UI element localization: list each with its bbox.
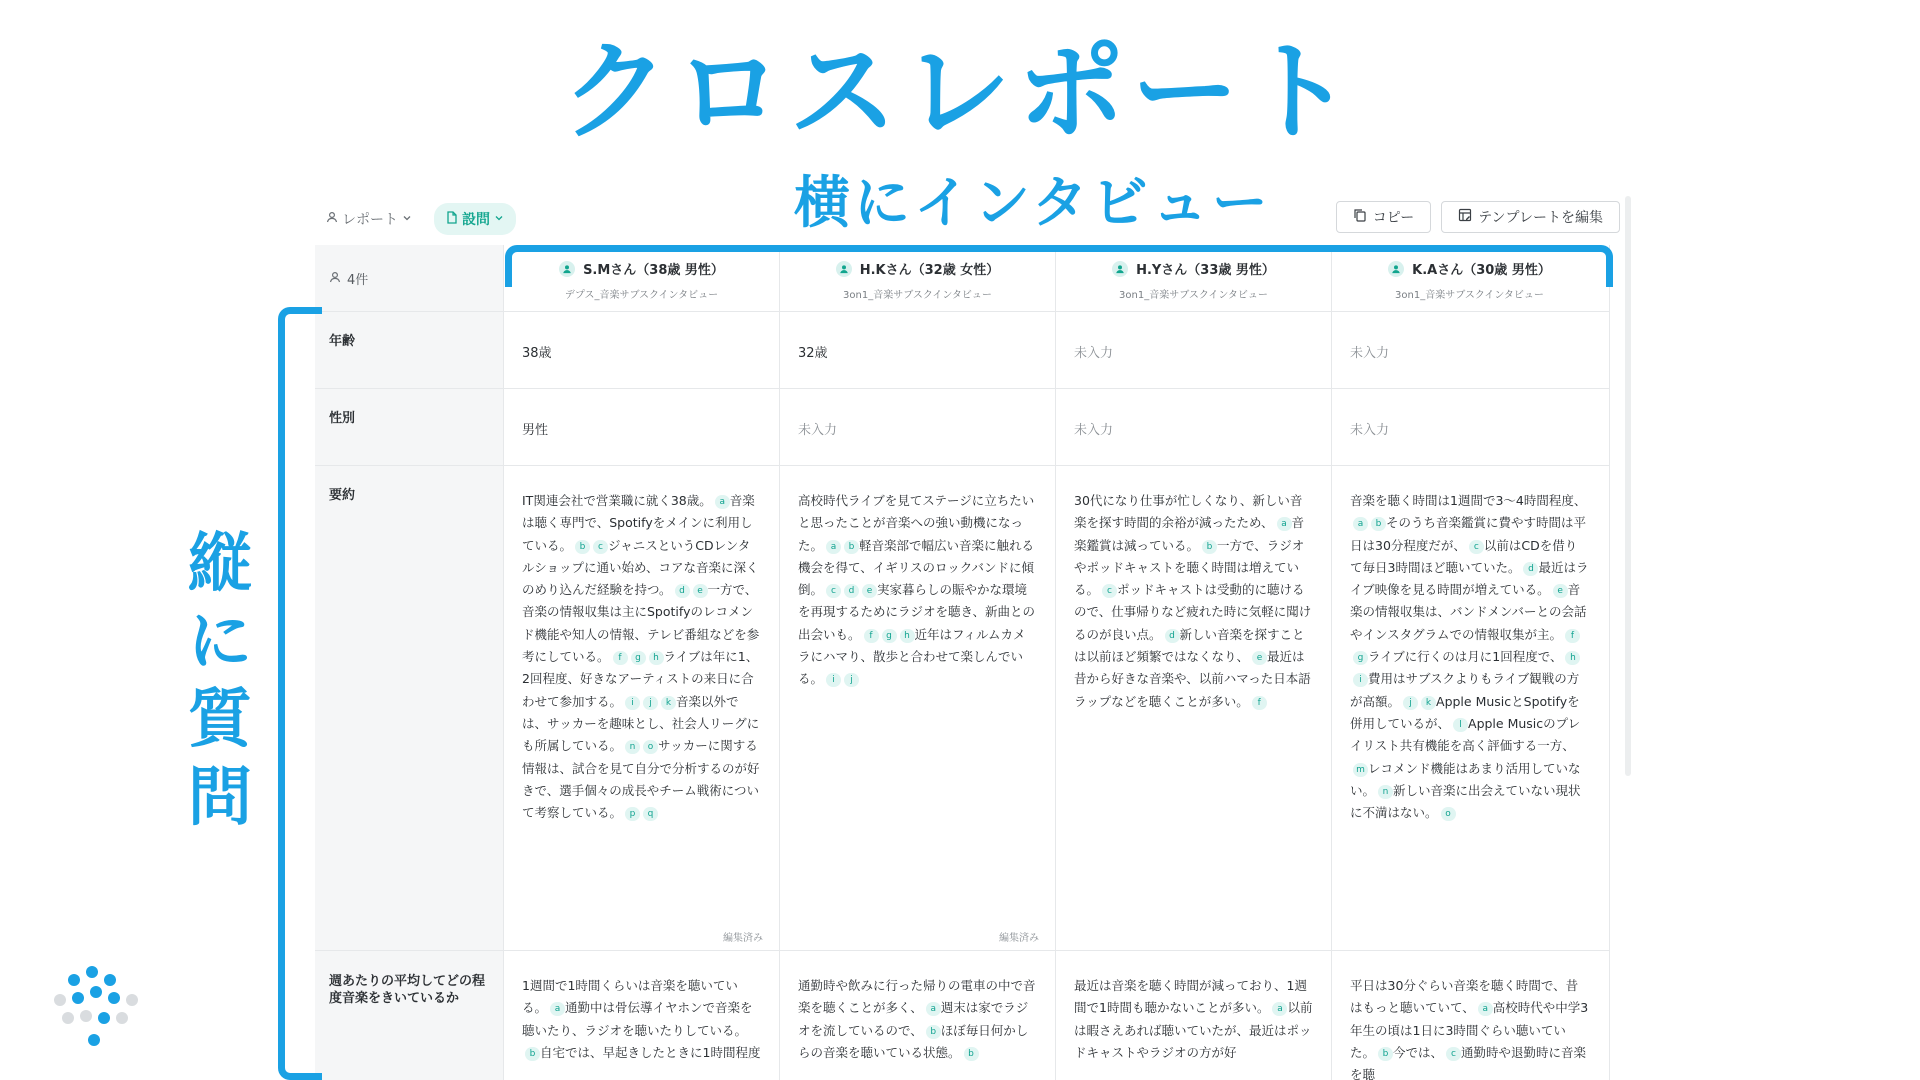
horizontal-bracket [505,245,1613,287]
citation-tag[interactable]: b [1202,540,1217,554]
citation-tag[interactable]: k [661,696,676,710]
copy-icon [1353,208,1367,226]
interviewee-name: H.Yさん（33歳 男性） [1136,263,1275,278]
answer-cell[interactable]: 未入力 [1331,389,1607,465]
citation-tag[interactable]: b [575,540,590,554]
citation-tag[interactable]: a [926,1002,941,1016]
citation-tag[interactable]: f [613,651,628,665]
row-label: 要約 [315,466,503,950]
citation-tag[interactable]: d [844,584,859,598]
citation-tag[interactable]: f [1252,696,1267,710]
interviewee-name: K.Aさん（30歳 男性） [1412,263,1551,278]
citation-tag[interactable]: b [844,540,859,554]
citation-tag[interactable]: a [1272,1002,1287,1016]
citation-tag[interactable]: g [882,629,897,643]
citation-tag[interactable]: a [1277,517,1292,531]
answer-text: 最近は音楽を聴く時間が減っており、1週間で1時間も聴かないことが多い。 a 以前は暇さえあれば聴いていたが、最近はポッドキャストやラジオの方が好 [1074,978,1313,1060]
vertical-bracket [278,307,322,1080]
citation-tag[interactable]: f [864,629,879,643]
citation-tag[interactable]: n [625,740,640,754]
interview-source: 3on1_音楽サブスクインタビュー [1119,290,1268,301]
citation-tag[interactable]: l [1453,718,1468,732]
citation-tag[interactable]: c [593,540,608,554]
citation-tag[interactable]: e [1252,651,1267,665]
citation-tag[interactable]: i [826,673,841,687]
answer-cell[interactable] [503,951,779,1080]
citation-tag[interactable]: j [1403,696,1418,710]
interview-source: デプス_音楽サブスクインタビュー [564,290,719,301]
answer-text: 1週間で1時間くらいは音楽を聴いている。 a 通勤中は骨伝導イヤホンで音楽を聴いたり、ラジオを聴いたりしている。b 自宅では、早起きしたときに1時間程度 [522,978,761,1060]
question-dropdown[interactable] [434,203,516,235]
answer-cell[interactable]: 32歳 [779,312,1055,388]
report-dropdown[interactable] [318,205,420,233]
citation-tag[interactable]: e [693,584,708,598]
citation-tag[interactable]: g [1353,651,1368,665]
row-label: 年齢 [315,312,503,388]
citation-tag[interactable]: b [1378,1047,1393,1061]
edit-template-button[interactable] [1441,201,1620,233]
interview-source: 3on1_音楽サブスクインタビュー [843,290,992,301]
citation-tag[interactable]: k [1421,696,1436,710]
document-icon [446,211,458,228]
citation-tag[interactable]: e [1553,584,1568,598]
answer-text: 音楽を聴く時間は1週間で3〜4時間程度、a b そのうち音楽鑑賞に費やす時間は平日は30分程度だが、 c 以前はCDを借りて毎日3時間ほど聴いていた。 d 最近はライブ映像を見る時間が増えている。 e 音楽の情報収集は、バンドメンバーとの会話やインスタグラムでの情報収集が主。 fg ライブに行くのは月に1回程度で、 hi 費用はサブスクよりもライブ観戦の方が高額。 j k Apple MusicとSpotifyを併用しているが、 l Apple Musicのプレイリスト共有機能を高く評価する一方、m レコメンド機能はあまり活用していない。 n 新しい音楽に出会えていない現状に不満はない。 o [1350,493,1589,821]
citation-tag[interactable]: h [649,651,664,665]
answer-cell[interactable]: 未入力 [779,389,1055,465]
answer-cell[interactable] [779,466,1055,950]
citation-tag[interactable]: j [844,673,859,687]
user-icon [326,211,338,227]
vertical-scrollbar[interactable] [1625,196,1631,776]
interviewee-name: S.Mさん（38歳 男性） [583,263,724,278]
answer-cell[interactable]: 未入力 [1055,312,1331,388]
citation-tag[interactable]: c [1469,540,1484,554]
interviewee-name: H.Kさん（32歳 女性） [859,263,1000,278]
vertical-annotation: 縦に質問 [188,527,252,836]
edit-template-icon [1458,208,1472,226]
citation-tag[interactable]: n [1378,785,1393,799]
copy-button[interactable] [1336,201,1431,233]
citation-tag[interactable]: h [1565,651,1580,665]
citation-tag[interactable]: h [900,629,915,643]
copy-button-label: コピー [1372,210,1415,226]
citation-tag[interactable]: c [1102,584,1117,598]
citation-tag[interactable]: b [964,1047,979,1061]
citation-tag[interactable]: a [1353,517,1368,531]
citation-tag[interactable]: b [1371,517,1386,531]
citation-tag[interactable]: a [715,495,730,509]
table-row-age [315,312,1609,389]
citation-tag[interactable]: b [525,1047,540,1061]
slide-title: クロスレポート [560,30,1359,155]
citation-tag[interactable]: a [1478,1002,1493,1016]
user-icon [329,271,341,287]
answer-cell[interactable] [1055,951,1331,1080]
answer-cell[interactable]: 未入力 [1055,389,1331,465]
report-dropdown-label: レポート [342,212,398,228]
brand-logo-icon [54,962,154,1062]
citation-tag[interactable]: b [926,1025,941,1039]
citation-tag[interactable]: c [1446,1047,1461,1061]
citation-tag[interactable]: p [625,807,640,821]
answer-text: 30代になり仕事が忙しくなり、新しい音楽を探す時間的余裕が減ったため、 a 音楽鑑賞は減っている。 b 一方で、ラジオやポッドキャストを聴く時間は増えている。 c ポッドキャストは受動的に聴けるので、仕事帰りなど疲れた時に気軽に聞けるのが良い点。 d 新しい音楽を探すことは以前ほど頻繁ではなくなり、 e 最近は昔から好きな音楽や、以前ハマった日本語ラップなどを聴くことが多い。 f [1074,493,1312,709]
table-row-summary [315,466,1609,951]
edited-label: 編集済み [723,933,763,944]
citation-tag[interactable]: g [631,651,646,665]
horizontal-annotation: 横にインタビュー [794,171,1272,236]
answer-cell[interactable] [1331,466,1607,950]
answer-text: 平日は30分ぐらい音楽を聴く時間で、昔はもっと聴いていて、 a 高校時代や中学3年生の頃は1日に3時間ぐらい聴いていた。 b 今では、 c 通勤時や退勤時に音楽を聴 [1350,978,1589,1080]
citation-tag[interactable]: i [625,696,640,710]
toolbar-right [1336,201,1620,233]
answer-cell[interactable]: 男性 [503,389,779,465]
edit-template-button-label: テンプレートを編集 [1478,210,1603,226]
count-cell [315,245,503,311]
citation-tag[interactable]: m [1353,763,1368,777]
answer-text: 通勤時や飲みに行った帰りの電車の中で音楽を聴くことが多く、 a 週末は家でラジオを流しているので、 b ほぼ毎日何かしらの音楽を聴いている状態。 b [798,978,1036,1060]
citation-tag[interactable]: j [643,696,658,710]
citation-tag[interactable]: e [862,584,877,598]
cross-report-table [315,245,1610,1080]
table-row-weekly-listening [315,951,1609,1080]
answer-cell[interactable]: 未入力 [1331,312,1607,388]
question-dropdown-label: 設問 [462,212,490,228]
chevron-down-icon [402,211,412,227]
citation-tag[interactable]: c [826,584,841,598]
answer-cell[interactable]: 38歳 [503,312,779,388]
citation-tag[interactable]: f [1565,629,1580,643]
citation-tag[interactable]: i [1353,673,1368,687]
answer-cell[interactable] [503,466,779,950]
answer-text: 高校時代ライブを見てステージに立ちたいと思ったことが音楽への強い動機になった。 a b 軽音楽部で幅広い音楽に触れる機会を得て、イギリスのロックバンドに傾倒。 c d e 実家暮らしの賑やかな環境を再現するためにラジオを聴き、新曲との出会いも。 f g h 近年はフィルムカメラにハマり、散歩と合わせて楽しんでいる。 i j [798,493,1036,687]
citation-tag[interactable]: d [1165,629,1180,643]
answer-text: IT関連会社で営業職に就く38歳。 a 音楽は聴く専門で、Spotifyをメインに利用している。 b c ジャニスというCDレンタルショップに通い始め、コアな音楽に深くのめり込んだ経験を持つ。 d e 一方で、音楽の情報収集は主にSpotifyのレコメンド機能や知人の情報、テレビ番組などを参考にしている。 f g h ライブは年に1、2回程度、好きなアーティストの来日に合わせて参加する。 i j k 音楽以外では、サッカーを趣味とし、社会人リーグにも所属している。 n o サッカーに関する情報は、試合を見て自分で分析するのが好きで、選手個々の成長やチーム戦術について考察している。 p q [522,493,760,821]
citation-tag[interactable]: o [1441,807,1456,821]
table-row-gender [315,389,1609,466]
citation-tag[interactable]: a [826,540,841,554]
citation-tag[interactable]: o [643,740,658,754]
citation-tag[interactable]: d [1523,562,1538,576]
answer-cell[interactable] [779,951,1055,1080]
toolbar-left [318,203,516,235]
row-label: 週あたりの平均してどの程度音楽をきいているか [315,951,503,1080]
answer-cell[interactable] [1331,951,1607,1080]
citation-tag[interactable]: q [643,807,658,821]
citation-tag[interactable]: d [675,584,690,598]
interviewee-count: 4件 [347,273,369,288]
answer-cell[interactable] [1055,466,1331,950]
chevron-down-icon [494,211,504,227]
citation-tag[interactable]: a [550,1002,565,1016]
interview-source: 3on1_音楽サブスクインタビュー [1395,290,1544,301]
edited-label: 編集済み [999,933,1039,944]
row-label: 性別 [315,389,503,465]
